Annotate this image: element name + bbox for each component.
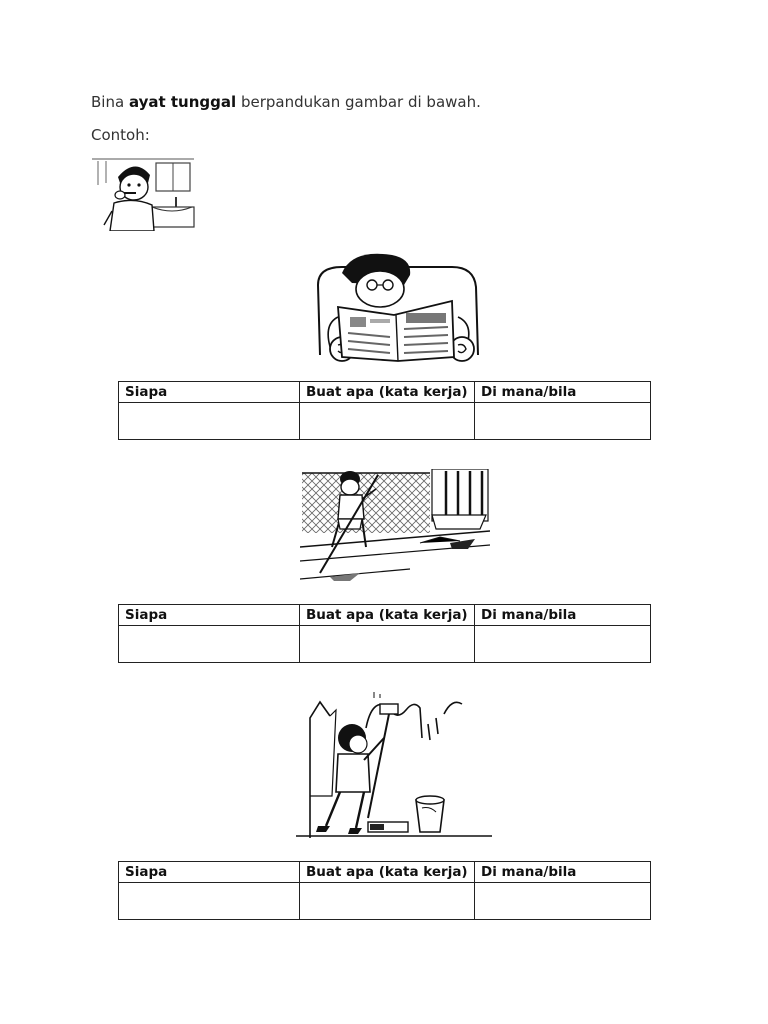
picture-1 — [312, 245, 484, 363]
header-siapa: Siapa — [119, 862, 300, 883]
table-header-row — [119, 862, 651, 883]
answer-cell-di-mana[interactable] — [475, 403, 651, 440]
answer-row — [119, 883, 651, 920]
answer-cell-buat-apa[interactable] — [300, 883, 475, 920]
answer-cell-siapa[interactable] — [119, 626, 300, 663]
answer-table-2 — [118, 604, 651, 663]
instruction-text — [91, 93, 481, 111]
table-header-row — [119, 382, 651, 403]
instruction-suffix: berpandukan gambar di bawah. — [236, 93, 481, 111]
header-siapa: Siapa — [119, 382, 300, 403]
header-siapa: Siapa — [119, 605, 300, 626]
picture-3 — [296, 688, 492, 842]
answer-cell-di-mana[interactable] — [475, 626, 651, 663]
example-label: Contoh: — [91, 126, 150, 144]
boy-painting-wall-illustration — [296, 688, 492, 842]
answer-cell-buat-apa[interactable] — [300, 403, 475, 440]
answer-table-3 — [118, 861, 651, 920]
picture-2 — [300, 469, 490, 585]
answer-cell-siapa[interactable] — [119, 883, 300, 920]
answer-row — [119, 626, 651, 663]
answer-cell-buat-apa[interactable] — [300, 626, 475, 663]
boy-sweeping-path-illustration — [300, 469, 490, 585]
answer-cell-siapa[interactable] — [119, 403, 300, 440]
header-buat-apa: Buat apa (kata kerja) — [300, 382, 475, 403]
example-picture — [90, 155, 196, 231]
table-header-row — [119, 605, 651, 626]
header-di-mana: Di mana/bila — [475, 862, 651, 883]
header-di-mana: Di mana/bila — [475, 382, 651, 403]
instruction-bold: ayat tunggal — [128, 93, 237, 111]
boy-brushing-teeth-illustration — [90, 155, 196, 231]
answer-table-1 — [118, 381, 651, 440]
header-buat-apa: Buat apa (kata kerja) — [300, 862, 475, 883]
answer-cell-di-mana[interactable] — [475, 883, 651, 920]
header-buat-apa: Buat apa (kata kerja) — [300, 605, 475, 626]
header-di-mana: Di mana/bila — [475, 605, 651, 626]
answer-row — [119, 403, 651, 440]
man-reading-newspaper-illustration — [312, 245, 484, 363]
instruction-prefix: Bina — [91, 93, 129, 111]
